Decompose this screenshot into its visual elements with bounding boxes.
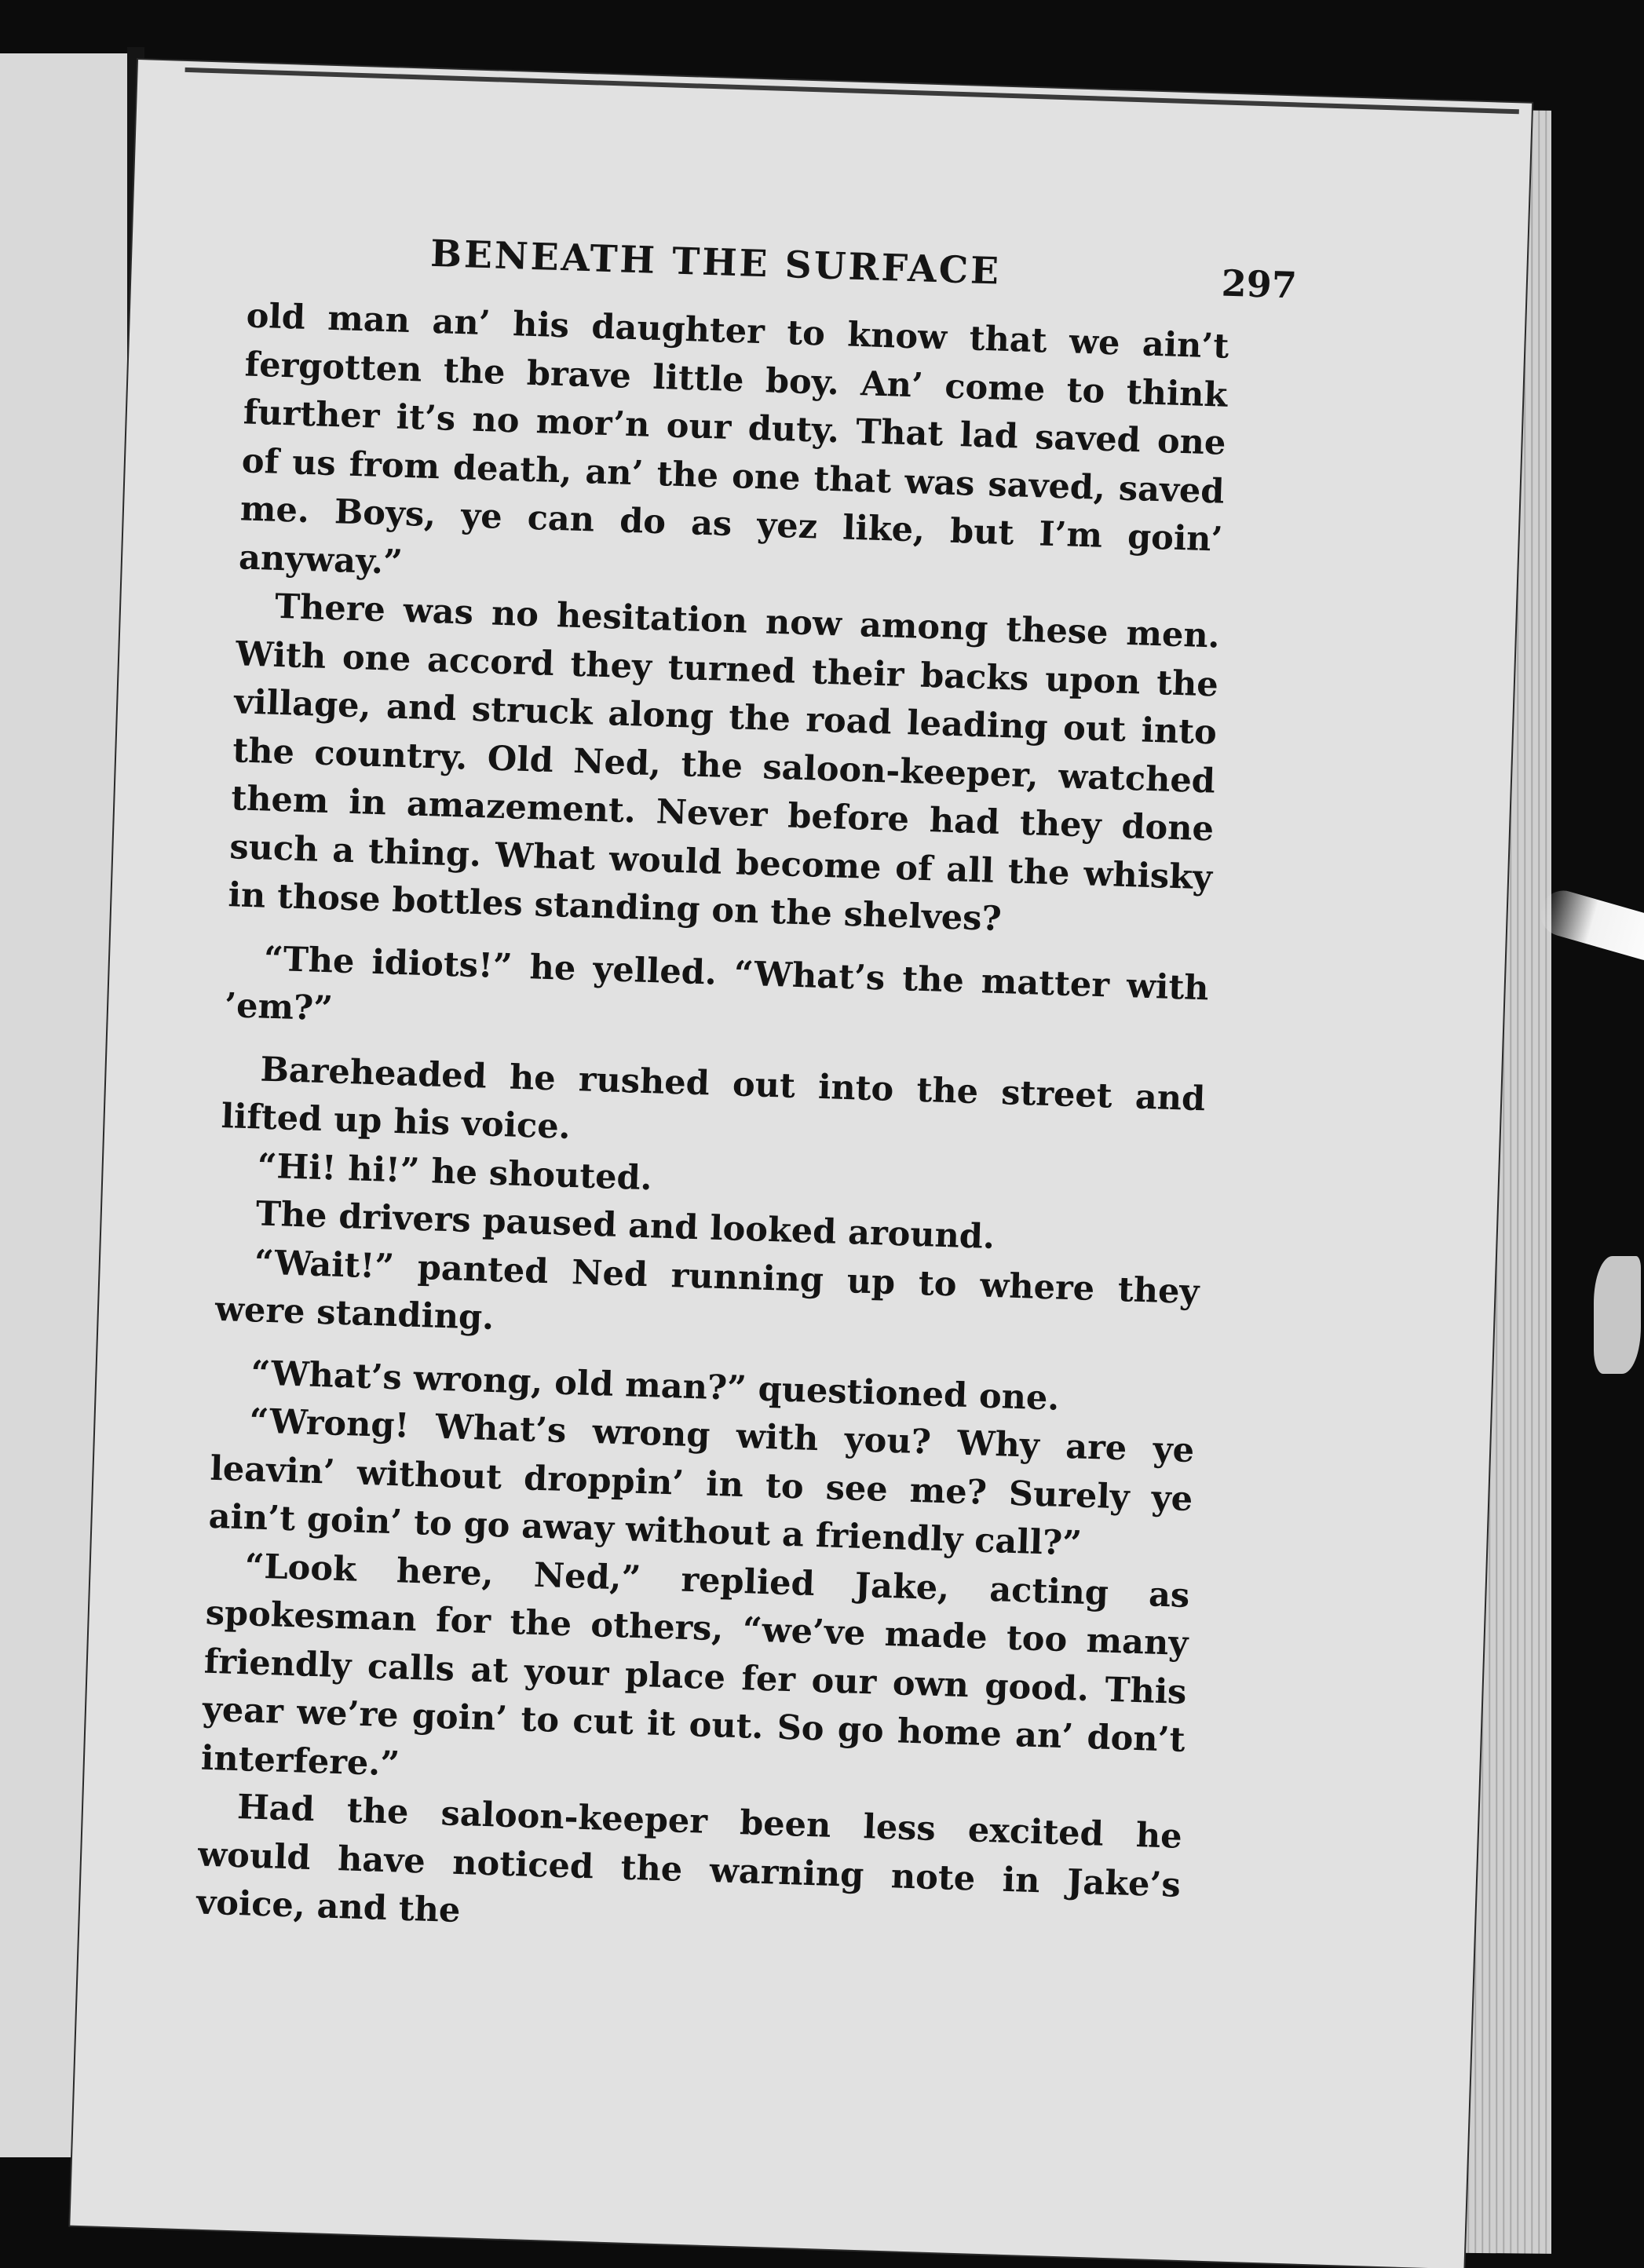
paragraph: “Hi! hi!” he shouted. (257, 1145, 653, 1198)
page-top-edge (185, 68, 1519, 114)
paragraph: The drivers paused and looked around. (255, 1194, 996, 1257)
scan-artifact (1594, 1256, 1641, 1374)
book-page (70, 60, 1532, 2268)
paragraph: Bareheaded he rushed out into the street and lifted up his voice. (220, 1050, 1206, 1147)
paragraph: “Look here, Ned,” replied Jake, acting as spokesman for the others, “we’ve made too many friendly calls at your place fer our own good. This year we’re goin’ to cut it out. So go home an’ don’t interfere.” (200, 1546, 1190, 1784)
paragraph: Had the saloon-keeper been less excited he would have noticed the warning note in Jake’s voice, and the (195, 1788, 1183, 1931)
paragraph: There was no hesitation now among these men. With one accord they turned their backs upon the village, and struck along the road leading out into the country. Old Ned, the saloon-keeper, watched them in amazement. Never before had they done such a thing. What would become of all the whisky in those bottles standing on the shelves? (227, 586, 1221, 940)
scan-glare (1535, 886, 1644, 966)
paragraph: “The idiots!” he yelled. “What’s the matter with ’em?” (224, 939, 1210, 1029)
paragraph: “Wrong! What’s wrong with you? Why are ye leavin’ without droppin’ in to see me? Surely ye ain’t goin’ to go away without a friendly call?” (207, 1401, 1195, 1564)
paragraph: “What’s wrong, old man?” questioned one. (250, 1353, 1061, 1419)
paragraph: old man an’ his daughter to know that we ain’t fergotten the brave little boy. An’ come to think further it’s no mor’n our duty. That lad saved one of us from death, an’ the one that was saved, saved me. Boys, ye can do as yez like, but I’m goin’ anyway.” (238, 296, 1229, 583)
paragraph: “Wait!” panted Ned running up to where they were standing. (214, 1242, 1200, 1339)
page-number: 297 (1220, 261, 1298, 307)
body-text (195, 293, 1229, 1959)
running-title: BENEATH THE SURFACE (429, 232, 1002, 294)
